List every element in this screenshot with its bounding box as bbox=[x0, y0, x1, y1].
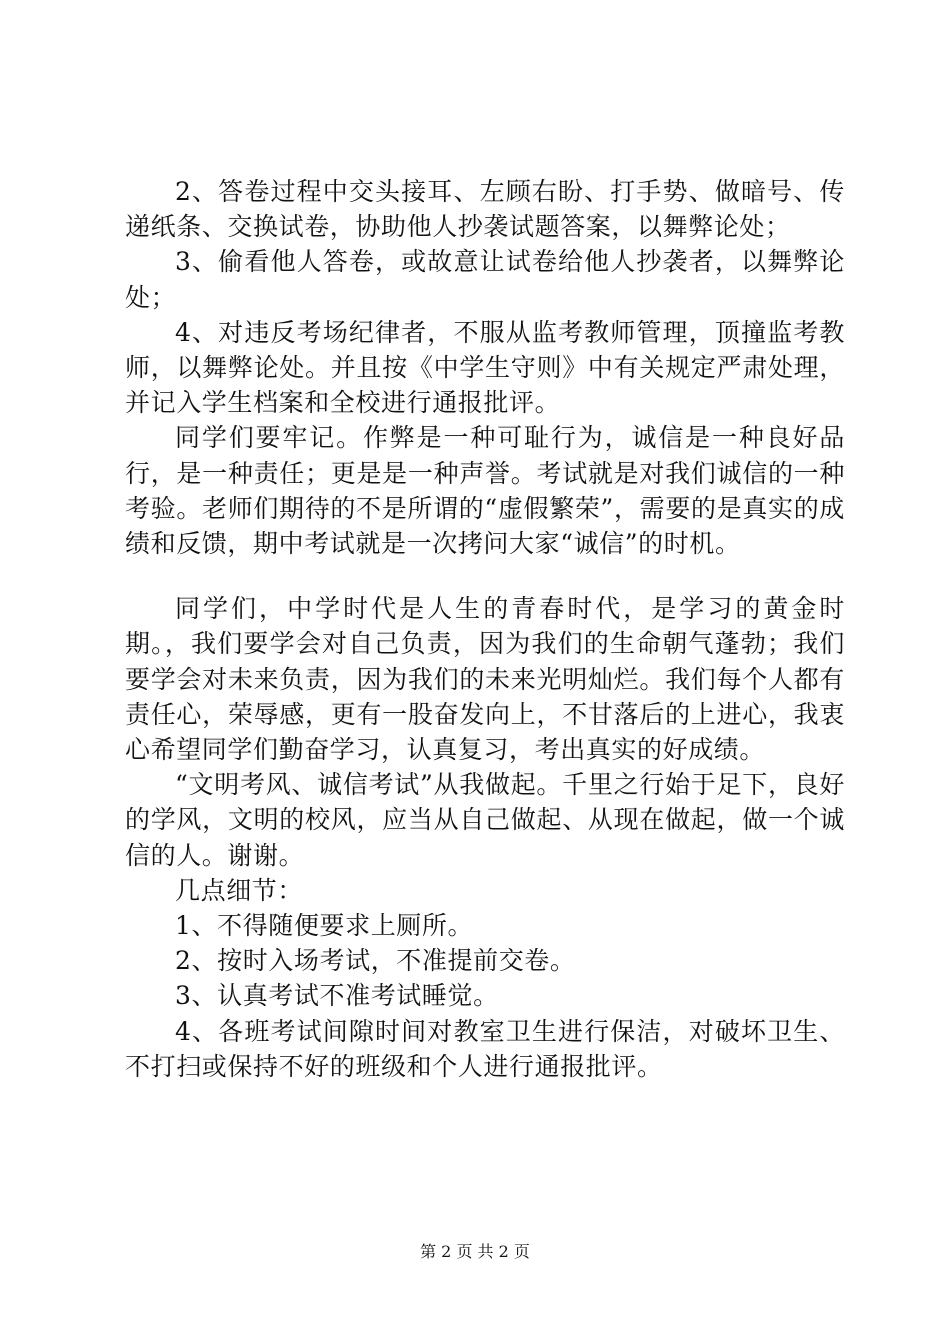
paragraph-rule-4: 4、对违反考场纪律者，不服从监考教师管理，顶撞监考教师，以舞弊论处。并且按《中学生守则》中有关规定严肃处理，并记入学生档案和全校进行通报批评。 bbox=[125, 317, 845, 418]
paragraph-rule-2: 2、答卷过程中交头接耳、左顾右盼、打手势、做暗号、传递纸条、交换试卷，协助他人抄袭试题答案，以舞弊论处； bbox=[125, 177, 845, 242]
paragraph-detail-1: 1、不得随便要求上厕所。 bbox=[175, 911, 474, 941]
paragraph-detail-4: 4、各班考试间隙时间对教室卫生进行保洁，对破坏卫生、不打扫或保持不好的班级和个人进行通报批评。 bbox=[125, 1016, 845, 1081]
document-body bbox=[125, 174, 845, 1084]
paragraph-detail-2: 2、按时入场考试，不准提前交卷。 bbox=[175, 946, 576, 976]
paragraph-slogan: “文明考风、诚信考试”从我做起。千里之行始于足下，良好的学风，文明的校风，应当从自己做起、从现在做起，做一个诚信的人。谢谢。 bbox=[125, 770, 845, 870]
paragraph-details-heading: 几点细节： bbox=[175, 875, 304, 905]
paragraph-rule-3: 3、偷看他人答卷，或故意让试卷给他人抄袭者，以舞弊论处； bbox=[125, 247, 845, 312]
paragraph-detail-3: 3、认真考试不准考试睡觉。 bbox=[175, 981, 499, 1011]
paragraph-integrity: 同学们要牢记。作弊是一种可耻行为，诚信是一种良好品行，是一种责任；更是是一种声誉。考试就是对我们诚信的一种考验。老师们期待的不是所谓的“虚假繁荣”，需要的是真实的成绩和反馈，期中考试就是一次拷问大家“诚信”的时机。 bbox=[125, 423, 845, 559]
page-number-footer: 第 2 页 共 2 页 bbox=[420, 1242, 530, 1261]
paragraph-students: 同学们，中学时代是人生的青春时代，是学习的黄金时期。，我们要学会对自己负责，因为我们的生命朝气蓬勃；我们要学会对未来负责，因为我们的未来光明灿烂。我们每个人都有责任心，荣辱感，更有一股奋发向上，不甘落后的上进心，我衷心希望同学们勤奋学习，认真复习，考出真实的好成绩。 bbox=[125, 594, 845, 765]
